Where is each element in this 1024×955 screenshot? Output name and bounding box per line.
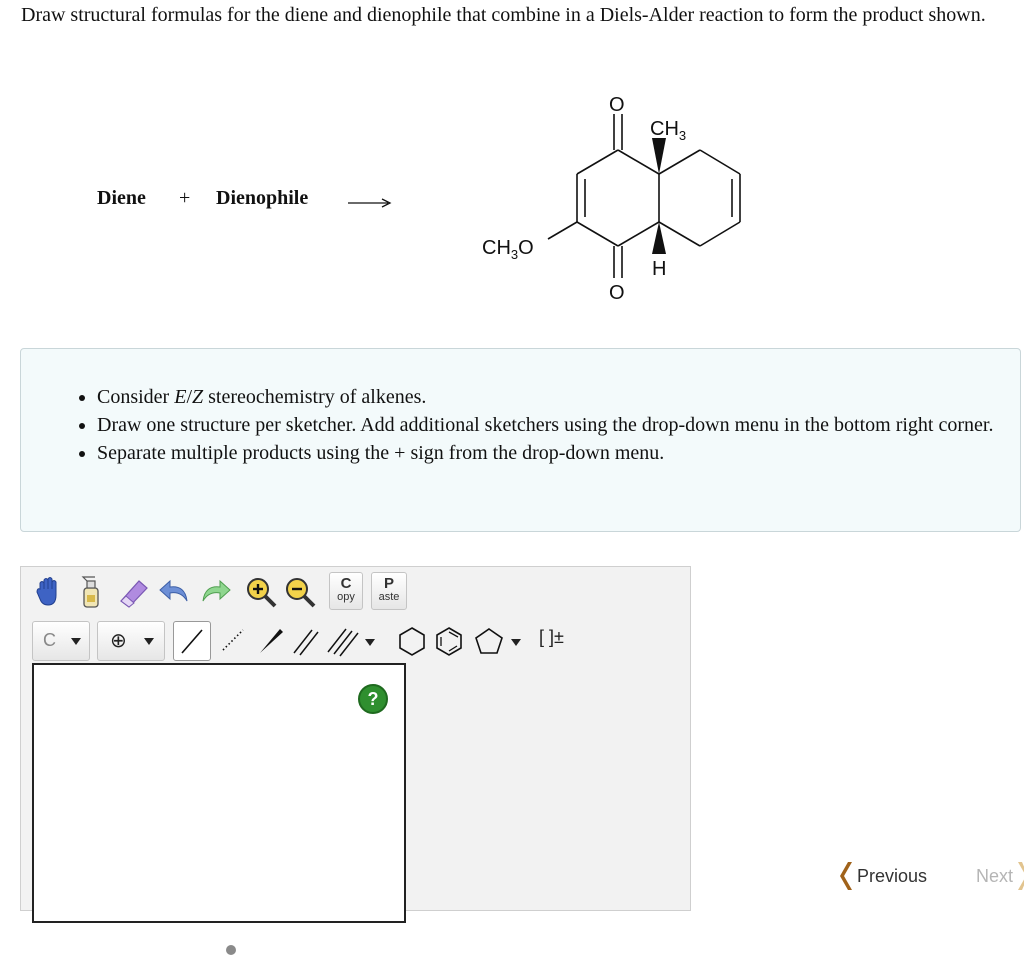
cyclopentane-icon <box>471 622 507 660</box>
wedge-bond-icon <box>253 622 289 660</box>
hashed-bond-button[interactable] <box>215 622 251 656</box>
cyclohexane-icon <box>394 622 430 660</box>
chevron-down-icon <box>365 639 375 646</box>
undo-icon <box>157 575 193 609</box>
charge-selector[interactable]: ⊕ <box>97 621 165 661</box>
zoom-out-button[interactable] <box>283 575 319 609</box>
carbonyl-oxygen-top: O <box>609 94 625 116</box>
dienophile-label: Dienophile <box>216 187 309 209</box>
ring-dropdown[interactable] <box>508 623 524 661</box>
benzene-button[interactable] <box>431 622 467 656</box>
diene-label: Diene <box>97 187 146 209</box>
hand-tool-button[interactable] <box>31 575 67 609</box>
zoom-in-button[interactable] <box>244 575 280 609</box>
next-button[interactable] <box>976 860 1013 892</box>
drawing-canvas[interactable] <box>32 663 406 923</box>
methoxy-o-label: O <box>518 237 534 259</box>
undo-button[interactable] <box>157 575 193 609</box>
carbonyl-oxygen-bottom: O <box>609 282 625 304</box>
double-bond-icon <box>288 622 324 660</box>
zoom-in-icon <box>244 575 280 609</box>
hydrogen-label: H <box>652 258 667 280</box>
chevron-down-icon <box>71 638 81 645</box>
chevron-down-icon <box>511 639 521 646</box>
copy-button[interactable]: C opy <box>329 572 363 610</box>
molecule-sketcher <box>20 566 691 911</box>
chevron-left-icon <box>838 860 854 892</box>
previous-button[interactable] <box>838 860 927 892</box>
methoxy-ch-label: CH <box>482 237 511 259</box>
paste-button[interactable]: P aste <box>371 572 407 610</box>
double-bond-button[interactable] <box>288 622 324 656</box>
redo-button[interactable] <box>197 575 233 609</box>
methoxy-subscript: 3 <box>510 247 519 262</box>
plus-sign: + <box>179 187 191 209</box>
single-bond-button[interactable] <box>173 621 211 661</box>
zoom-out-icon <box>283 575 319 609</box>
clear-button[interactable] <box>73 575 109 609</box>
bracket-charge-button[interactable]: [ ]± <box>539 627 564 647</box>
spray-bottle-icon <box>73 575 109 609</box>
instruction-item: • Draw one structure per sketcher. Add additional sketchers using the drop-down menu in the bottom right corner. <box>97 411 1020 439</box>
help-button[interactable]: ? <box>358 684 388 714</box>
triple-bond-button[interactable] <box>324 622 360 656</box>
redo-icon <box>197 575 233 609</box>
instruction-item: • Consider E/Z stereochemistry of alkenes. <box>97 383 1020 411</box>
product-structure <box>470 88 760 310</box>
question-text: Draw structural formulas for the diene and dienophile that combine in a Diels-Alder reaction to form the product shown. <box>21 4 986 26</box>
methyl-label: CH <box>650 118 679 140</box>
chevron-right-icon <box>1016 860 1024 892</box>
triple-bond-icon <box>324 622 360 660</box>
wedge-bond-button[interactable] <box>253 622 289 656</box>
instructions-panel <box>20 348 1021 532</box>
cyclopentane-button[interactable] <box>471 622 507 656</box>
cyclohexane-button[interactable] <box>394 622 430 656</box>
previous-label: Previous <box>857 866 928 886</box>
chevron-down-icon <box>144 638 154 645</box>
element-selector[interactable]: C <box>32 621 90 661</box>
next-label: Next <box>976 866 1014 886</box>
benzene-icon <box>431 622 467 660</box>
single-bond-icon <box>174 622 210 660</box>
eraser-icon <box>115 575 151 609</box>
reaction-arrow <box>346 187 394 217</box>
methyl-subscript: 3 <box>678 128 687 143</box>
canvas-dot <box>226 945 236 955</box>
instruction-item: • Separate multiple products using the + sign from the drop-down menu. <box>97 439 1020 467</box>
svg-text:CH3O <box>482 237 534 262</box>
svg-text:CH3 <box>650 118 686 143</box>
eraser-tool-button[interactable] <box>115 575 151 609</box>
bond-dropdown[interactable] <box>362 623 378 661</box>
hashed-bond-icon <box>215 622 251 660</box>
hand-icon <box>31 575 67 609</box>
